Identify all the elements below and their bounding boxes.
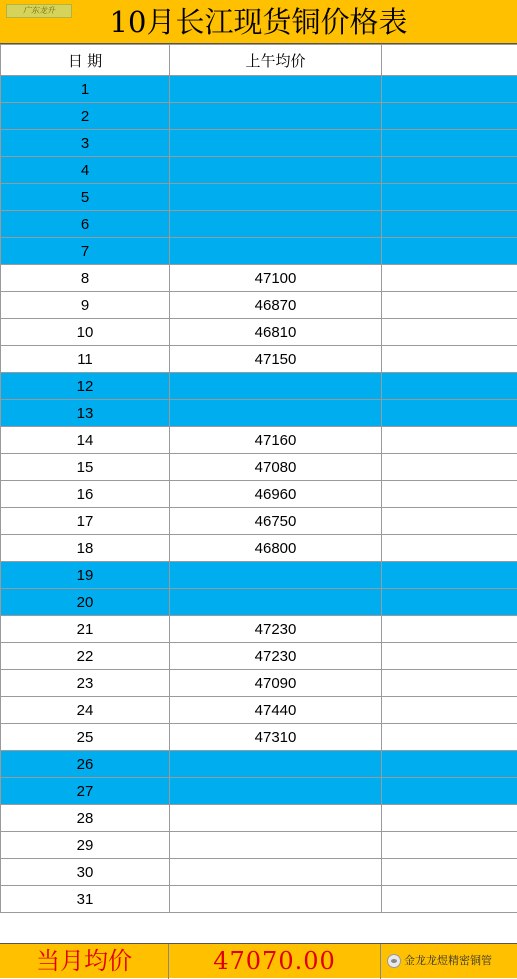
monthly-average-row: [0, 943, 517, 978]
company-logo: 广东龙升: [6, 4, 72, 18]
price-cell: 46800: [170, 535, 382, 562]
day-cell: 2: [1, 103, 170, 130]
extra-cell: [382, 508, 517, 535]
watermark: [381, 944, 517, 979]
extra-cell: [382, 454, 517, 481]
price-cell: 47310: [170, 724, 382, 751]
table-row: [1, 643, 517, 670]
day-cell: 18: [1, 535, 170, 562]
day-cell: 19: [1, 562, 170, 589]
price-cell: [170, 400, 382, 427]
table-row: [1, 481, 517, 508]
price-cell: [170, 184, 382, 211]
table-row: [1, 400, 517, 427]
day-cell: 9: [1, 292, 170, 319]
price-cell: [170, 130, 382, 157]
extra-cell: [382, 400, 517, 427]
table-row: [1, 238, 517, 265]
day-cell: 14: [1, 427, 170, 454]
table-row: [1, 211, 517, 238]
price-cell: [170, 76, 382, 103]
price-cell: [170, 859, 382, 886]
day-cell: 16: [1, 481, 170, 508]
extra-cell: [382, 589, 517, 616]
price-cell: 46810: [170, 319, 382, 346]
table-row: [1, 778, 517, 805]
table-row: [1, 751, 517, 778]
price-cell: [170, 238, 382, 265]
price-cell: 46750: [170, 508, 382, 535]
table-row: [1, 697, 517, 724]
header-extra: [382, 45, 517, 76]
table-row: [1, 103, 517, 130]
day-cell: 10: [1, 319, 170, 346]
price-cell: [170, 589, 382, 616]
table-row: [1, 130, 517, 157]
table-row: [1, 535, 517, 562]
table-row: [1, 589, 517, 616]
extra-cell: [382, 103, 517, 130]
price-cell: 47230: [170, 643, 382, 670]
price-cell: 47230: [170, 616, 382, 643]
table-row: [1, 346, 517, 373]
table-row: [1, 292, 517, 319]
table-row: [1, 859, 517, 886]
day-cell: 28: [1, 805, 170, 832]
extra-cell: [382, 724, 517, 751]
extra-cell: [382, 643, 517, 670]
day-cell: 6: [1, 211, 170, 238]
monthly-average-label: 当月均价: [0, 944, 169, 979]
table-row: [1, 616, 517, 643]
extra-cell: [382, 238, 517, 265]
day-cell: 30: [1, 859, 170, 886]
extra-cell: [382, 778, 517, 805]
table-row: [1, 157, 517, 184]
price-cell: [170, 778, 382, 805]
day-cell: 15: [1, 454, 170, 481]
price-cell: [170, 832, 382, 859]
table-row: [1, 670, 517, 697]
extra-cell: [382, 292, 517, 319]
title-row: [0, 0, 517, 44]
table-row: [1, 76, 517, 103]
extra-cell: [382, 346, 517, 373]
extra-cell: [382, 805, 517, 832]
table-row: [1, 508, 517, 535]
day-cell: 26: [1, 751, 170, 778]
price-cell: [170, 373, 382, 400]
day-cell: 23: [1, 670, 170, 697]
day-cell: 12: [1, 373, 170, 400]
price-cell: 46960: [170, 481, 382, 508]
extra-cell: [382, 886, 517, 913]
price-cell: [170, 805, 382, 832]
table-row: [1, 184, 517, 211]
extra-cell: [382, 319, 517, 346]
extra-cell: [382, 616, 517, 643]
price-table: [0, 44, 517, 913]
price-cell: 47090: [170, 670, 382, 697]
extra-cell: [382, 265, 517, 292]
table-row: [1, 373, 517, 400]
extra-cell: [382, 751, 517, 778]
extra-cell: [382, 373, 517, 400]
price-cell: [170, 886, 382, 913]
table-row: [1, 805, 517, 832]
day-cell: 22: [1, 643, 170, 670]
day-cell: 27: [1, 778, 170, 805]
price-table-body: [1, 45, 517, 913]
day-cell: 1: [1, 76, 170, 103]
price-cell: [170, 751, 382, 778]
price-cell: 47160: [170, 427, 382, 454]
table-row: [1, 319, 517, 346]
extra-cell: [382, 211, 517, 238]
day-cell: 4: [1, 157, 170, 184]
sheet-title: 10月长江现货铜价格表: [0, 0, 517, 44]
day-cell: 17: [1, 508, 170, 535]
extra-cell: [382, 76, 517, 103]
table-row: [1, 562, 517, 589]
day-cell: 8: [1, 265, 170, 292]
extra-cell: [382, 535, 517, 562]
extra-cell: [382, 697, 517, 724]
price-cell: [170, 103, 382, 130]
price-cell: [170, 211, 382, 238]
extra-cell: [382, 427, 517, 454]
table-row: [1, 832, 517, 859]
price-cell: [170, 562, 382, 589]
extra-cell: [382, 481, 517, 508]
header-date: 日 期: [1, 45, 170, 76]
day-cell: 5: [1, 184, 170, 211]
day-cell: 21: [1, 616, 170, 643]
day-cell: 25: [1, 724, 170, 751]
day-cell: 11: [1, 346, 170, 373]
price-cell: 47440: [170, 697, 382, 724]
day-cell: 13: [1, 400, 170, 427]
extra-cell: [382, 184, 517, 211]
table-row: [1, 454, 517, 481]
table-row: [1, 427, 517, 454]
table-row: [1, 724, 517, 751]
header-morning-avg-price: 上午均价: [170, 45, 382, 76]
extra-cell: [382, 859, 517, 886]
price-cell: [170, 157, 382, 184]
price-cell: 47150: [170, 346, 382, 373]
monthly-average-value: 47070.00: [169, 944, 381, 979]
day-cell: 7: [1, 238, 170, 265]
extra-cell: [382, 670, 517, 697]
extra-cell: [382, 157, 517, 184]
price-cell: 46870: [170, 292, 382, 319]
price-cell: 47100: [170, 265, 382, 292]
price-cell: 47080: [170, 454, 382, 481]
day-cell: 3: [1, 130, 170, 157]
day-cell: 29: [1, 832, 170, 859]
day-cell: 24: [1, 697, 170, 724]
wechat-official-account-icon: [387, 954, 401, 968]
day-cell: 31: [1, 886, 170, 913]
table-header-row: [1, 45, 517, 76]
table-row: [1, 265, 517, 292]
table-row: [1, 886, 517, 913]
day-cell: 20: [1, 589, 170, 616]
extra-cell: [382, 130, 517, 157]
extra-cell: [382, 562, 517, 589]
watermark-text: 金龙龙煜精密铜管: [404, 955, 492, 967]
extra-cell: [382, 832, 517, 859]
